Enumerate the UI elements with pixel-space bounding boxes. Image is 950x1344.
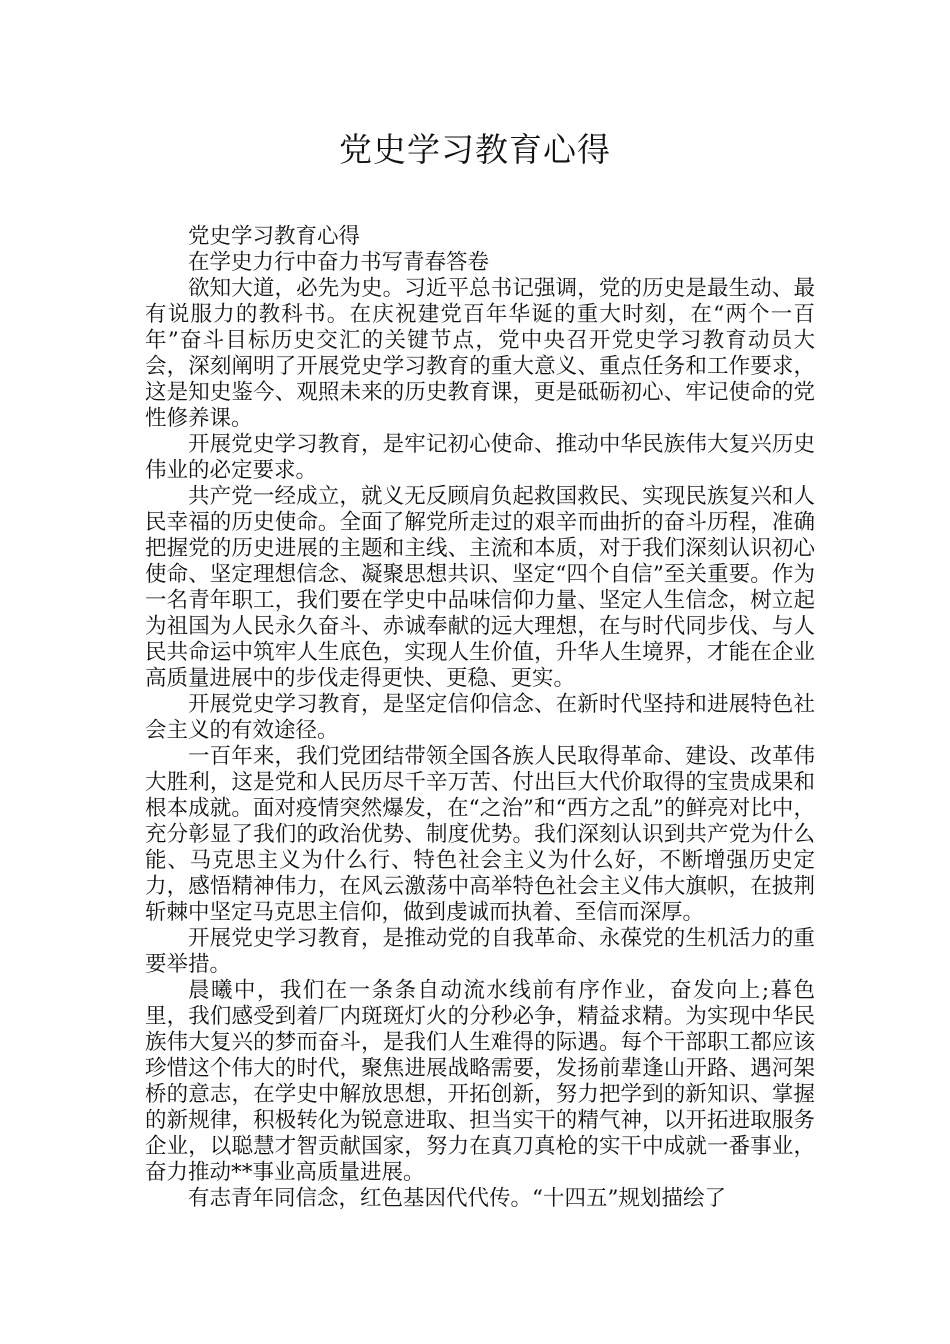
document-title: 党史学习教育心得: [339, 130, 611, 169]
paragraph: 一百年来，我们党团结带领全国各族人民取得革命、建设、改革伟大胜利，这是党和人民历尽千辛万苦、付出巨大代价取得的宝贵成果和根本成就。面对疫情突然爆发，在“之治”和“西方之乱”的鲜亮对比中，充分彰显了我们的政治优势、制度优势。我们深刻认识到共产党为什么能、马克思主义为什么行、特色社会主义为什么好，不断增强历史定力，感悟精神伟力，在风云激荡中高举特色社会主义伟大旗帜，在披荆斩棘中坚定马克思主信仰，做到虔诚而执着、至信而深厚。: [145, 744, 815, 925]
paragraph: 党史学习教育心得: [188, 224, 361, 249]
paragraph: 开展党史学习教育，是坚定信仰信念、在新时代坚持和进展特色社会主义的有效途径。: [145, 692, 815, 743]
paragraph: 开展党史学习教育，是推动党的自我革命、永葆党的生机活力的重要举措。: [145, 926, 815, 977]
paragraph: 共产党一经成立，就义无反顾肩负起救国救民、实现民族复兴和人民幸福的历史使命。全面了解党所走过的艰辛而曲折的奋斗历程，准确把握党的历史进展的主题和主线、主流和本质，对于我们深刻认识初心使命、坚定理想信念、凝聚思想共识、坚定“四个自信”至关重要。作为一名青年职工，我们要在学史中品味信仰力量、坚定人生信念，树立起为祖国为人民永久奋斗、赤诚奉献的远大理想，在与时代同步伐、与人民共命运中筑牢人生底色，实现人生价值，升华人生境界，才能在企业高质量进展中的步伐走得更快、更稳、更实。: [145, 484, 815, 691]
document-body: [145, 224, 815, 1212]
paragraph: 有志青年同信念，红色基因代代传。“十四五”规划描绘了: [188, 1186, 726, 1211]
paragraph: 在学史力行中奋力书写青春答卷: [188, 250, 490, 275]
paragraph: 晨曦中，我们在一条条自动流水线前有序作业，奋发向上;暮色里，我们感受到着厂内斑斑灯火的分秒必争，精益求精。为实现中华民族伟大复兴的梦而奋斗，是我们人生难得的际遇。每个干部职工都应该珍惜这个伟大的时代，聚焦进展战略需要，发扬前辈逢山开路、遇河架桥的意志，在学史中解放思想，开拓创新，努力把学到的新知识、掌握的新规律，积极转化为锐意进取、担当实干的精气神，以开拓进取服务企业，以聪慧才智贡献国家，努力在真刀真枪的实干中成就一番事业，奋力推动**事业高质量进展。: [145, 978, 815, 1185]
paragraph: 开展党史学习教育，是牢记初心使命、推动中华民族伟大复兴历史伟业的必定要求。: [145, 432, 815, 483]
paragraph: 欲知大道，必先为史。习近平总书记强调，党的历史是最生动、最有说服力的教科书。在庆祝建党百年华诞的重大时刻，在“两个一百年”奋斗目标历史交汇的关键节点，党中央召开党史学习教育动员大会，深刻阐明了开展党史学习教育的重大意义、重点任务和工作要求，这是知史鉴今、观照未来的历史教育课，更是砥砺初心、牢记使命的党性修养课。: [145, 276, 815, 431]
